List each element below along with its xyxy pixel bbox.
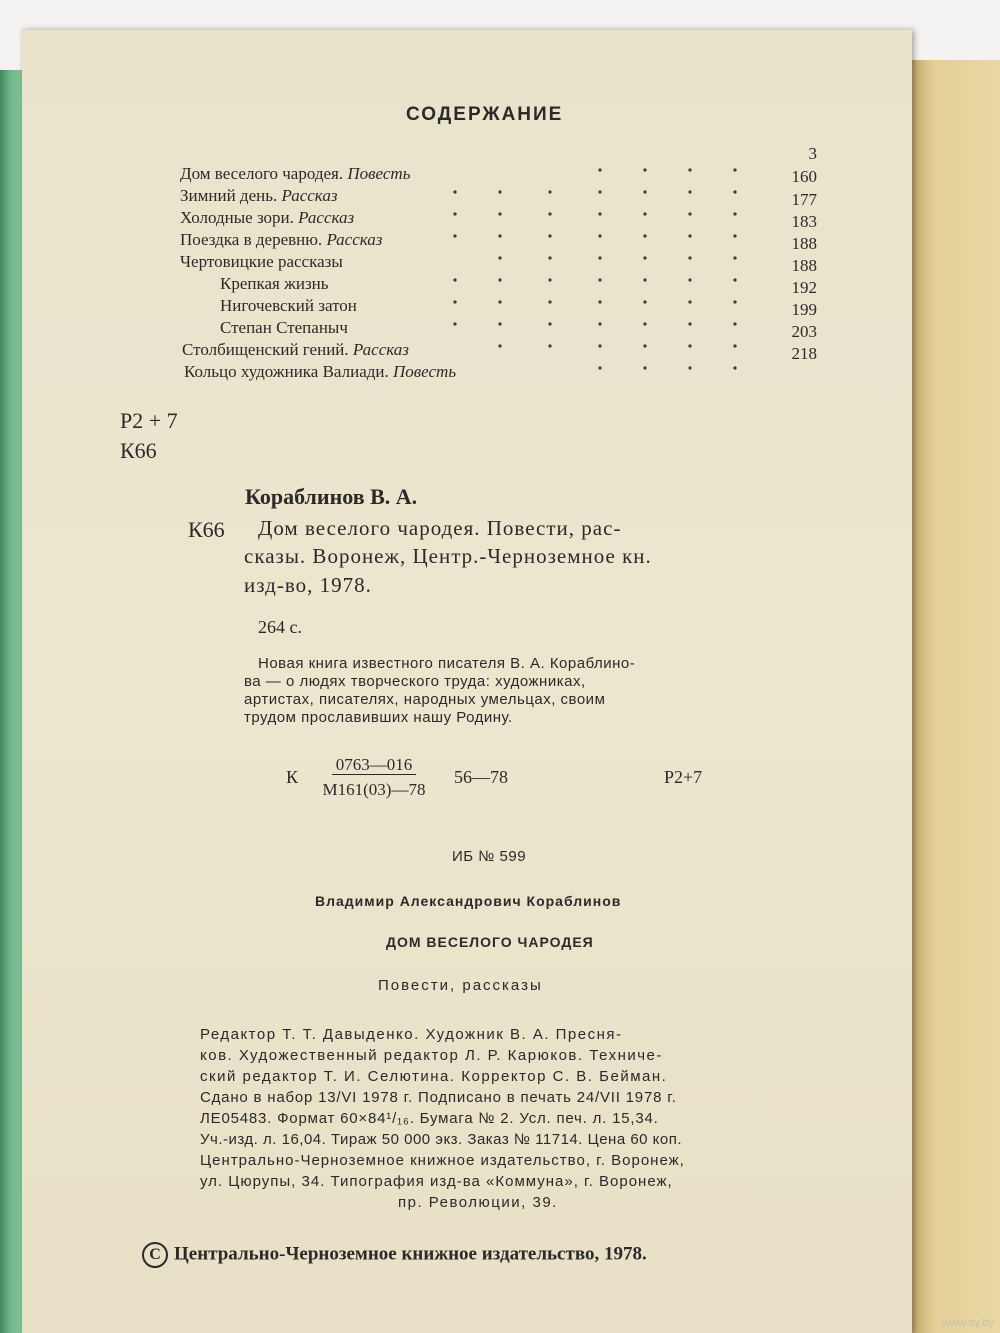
- book-subtitle: Повести, рассказы: [378, 977, 543, 994]
- bbk-code: Р2 + 7: [120, 408, 178, 433]
- imprint-line: Редактор Т. Т. Давыденко. Художник В. А. Пресня-: [200, 1026, 623, 1043]
- author-sign-inline: К66: [188, 517, 225, 542]
- imprint-line: ЛЕ05483. Формат 60×84¹/₁₆. Бумага № 2. Усл. печ. л. 15,34.: [200, 1110, 659, 1127]
- toc-page: 188: [791, 234, 817, 253]
- imprint-line: пр. Революции, 39.: [398, 1194, 558, 1211]
- toc-page: 188: [791, 256, 817, 275]
- watermark: www.ay.by: [942, 1317, 994, 1329]
- toc-title: СОДЕРЖАНИЕ: [406, 104, 564, 125]
- imprint-line: Сдано в набор 13/VI 1978 г. Подписано в печать 24/VII 1978 г.: [200, 1089, 677, 1106]
- toc-entry: Поездка в деревню. Рассказ 183: [180, 212, 817, 249]
- annotation-line: артистах, писателях, народных умельцах, своим: [244, 691, 606, 708]
- annotation-line: Новая книга известного писателя В. А. Кораблино-: [258, 655, 636, 672]
- description-line: Дом веселого чародея. Повести, рас-: [258, 516, 622, 540]
- ib-number: ИБ № 599: [452, 848, 527, 865]
- description-line: изд-во, 1978.: [244, 573, 372, 597]
- index-numerator: 0763—016: [309, 755, 439, 775]
- toc-page: 218: [791, 344, 817, 363]
- copyright-line: [142, 1242, 647, 1268]
- toc-dot-leaders: [440, 160, 770, 380]
- author-full-name: Владимир Александрович Кораблинов: [315, 893, 622, 909]
- annotation-line: трудом прославивших нашу Родину.: [244, 709, 513, 726]
- imprint-line: ков. Художественный редактор Л. Р. Карюков. Техниче-: [200, 1047, 663, 1064]
- toc-page: 192: [791, 278, 817, 297]
- author-sign: К66: [120, 438, 157, 463]
- imprint-line: ский редактор Т. И. Селютина. Корректор С. В. Бейман.: [200, 1068, 668, 1085]
- toc-entry: Дом веселого чародея. Повесть 3: [180, 144, 817, 183]
- toc-entry: Степан Степаныч 199: [220, 300, 817, 337]
- toc-entry: Нигочевский затон 192: [220, 278, 817, 315]
- copyright-icon: C: [142, 1242, 168, 1268]
- imprint-line: Центрально-Черноземное книжное издательство, г. Воронеж,: [200, 1152, 685, 1169]
- toc-entry: Крепкая жизнь 188: [220, 256, 817, 293]
- annotation-line: ва — о людях творческого труда: художниках,: [244, 673, 586, 690]
- toc-entry: Зимний день. Рассказ 160: [180, 167, 817, 205]
- imprint-line: Уч.-изд. л. 16,04. Тираж 50 000 экз. Заказ № 11714. Цена 60 коп.: [200, 1131, 683, 1148]
- toc-page: 199: [791, 300, 817, 319]
- index-suffix: 56—78: [454, 767, 508, 787]
- toc-page: 203: [791, 322, 817, 341]
- toc-entry: Чертовицкие рассказы 188: [180, 234, 817, 271]
- description-line: сказы. Воронеж, Центр.-Черноземное кн.: [244, 544, 652, 568]
- copyright-text: Центрально-Черноземное книжное издательство, 1978.: [174, 1243, 647, 1265]
- bbk-right: Р2+7: [664, 767, 703, 787]
- toc-page: 183: [791, 212, 817, 231]
- toc-entry: Столбищенский гений. Рассказ 203: [182, 322, 817, 359]
- book-title: ДОМ ВЕСЕЛОГО ЧАРОДЕЯ: [386, 934, 594, 950]
- imprint-line: ул. Цюрупы, 34. Типография изд-ва «Коммуна», г. Воронеж,: [200, 1173, 673, 1190]
- page-count: 264 с.: [258, 617, 302, 637]
- index-denominator: М161(03)—78: [322, 780, 426, 799]
- index-letter: К: [286, 767, 299, 787]
- toc-page: 160: [791, 167, 817, 186]
- toc-entry: Холодные зори. Рассказ 177: [180, 190, 817, 227]
- catalog-author: Кораблинов В. А.: [245, 484, 418, 509]
- toc-page: 3: [808, 144, 817, 163]
- toc-page: 177: [791, 190, 817, 209]
- toc-entry: Кольцо художника Валиади. Повесть 218: [184, 344, 817, 381]
